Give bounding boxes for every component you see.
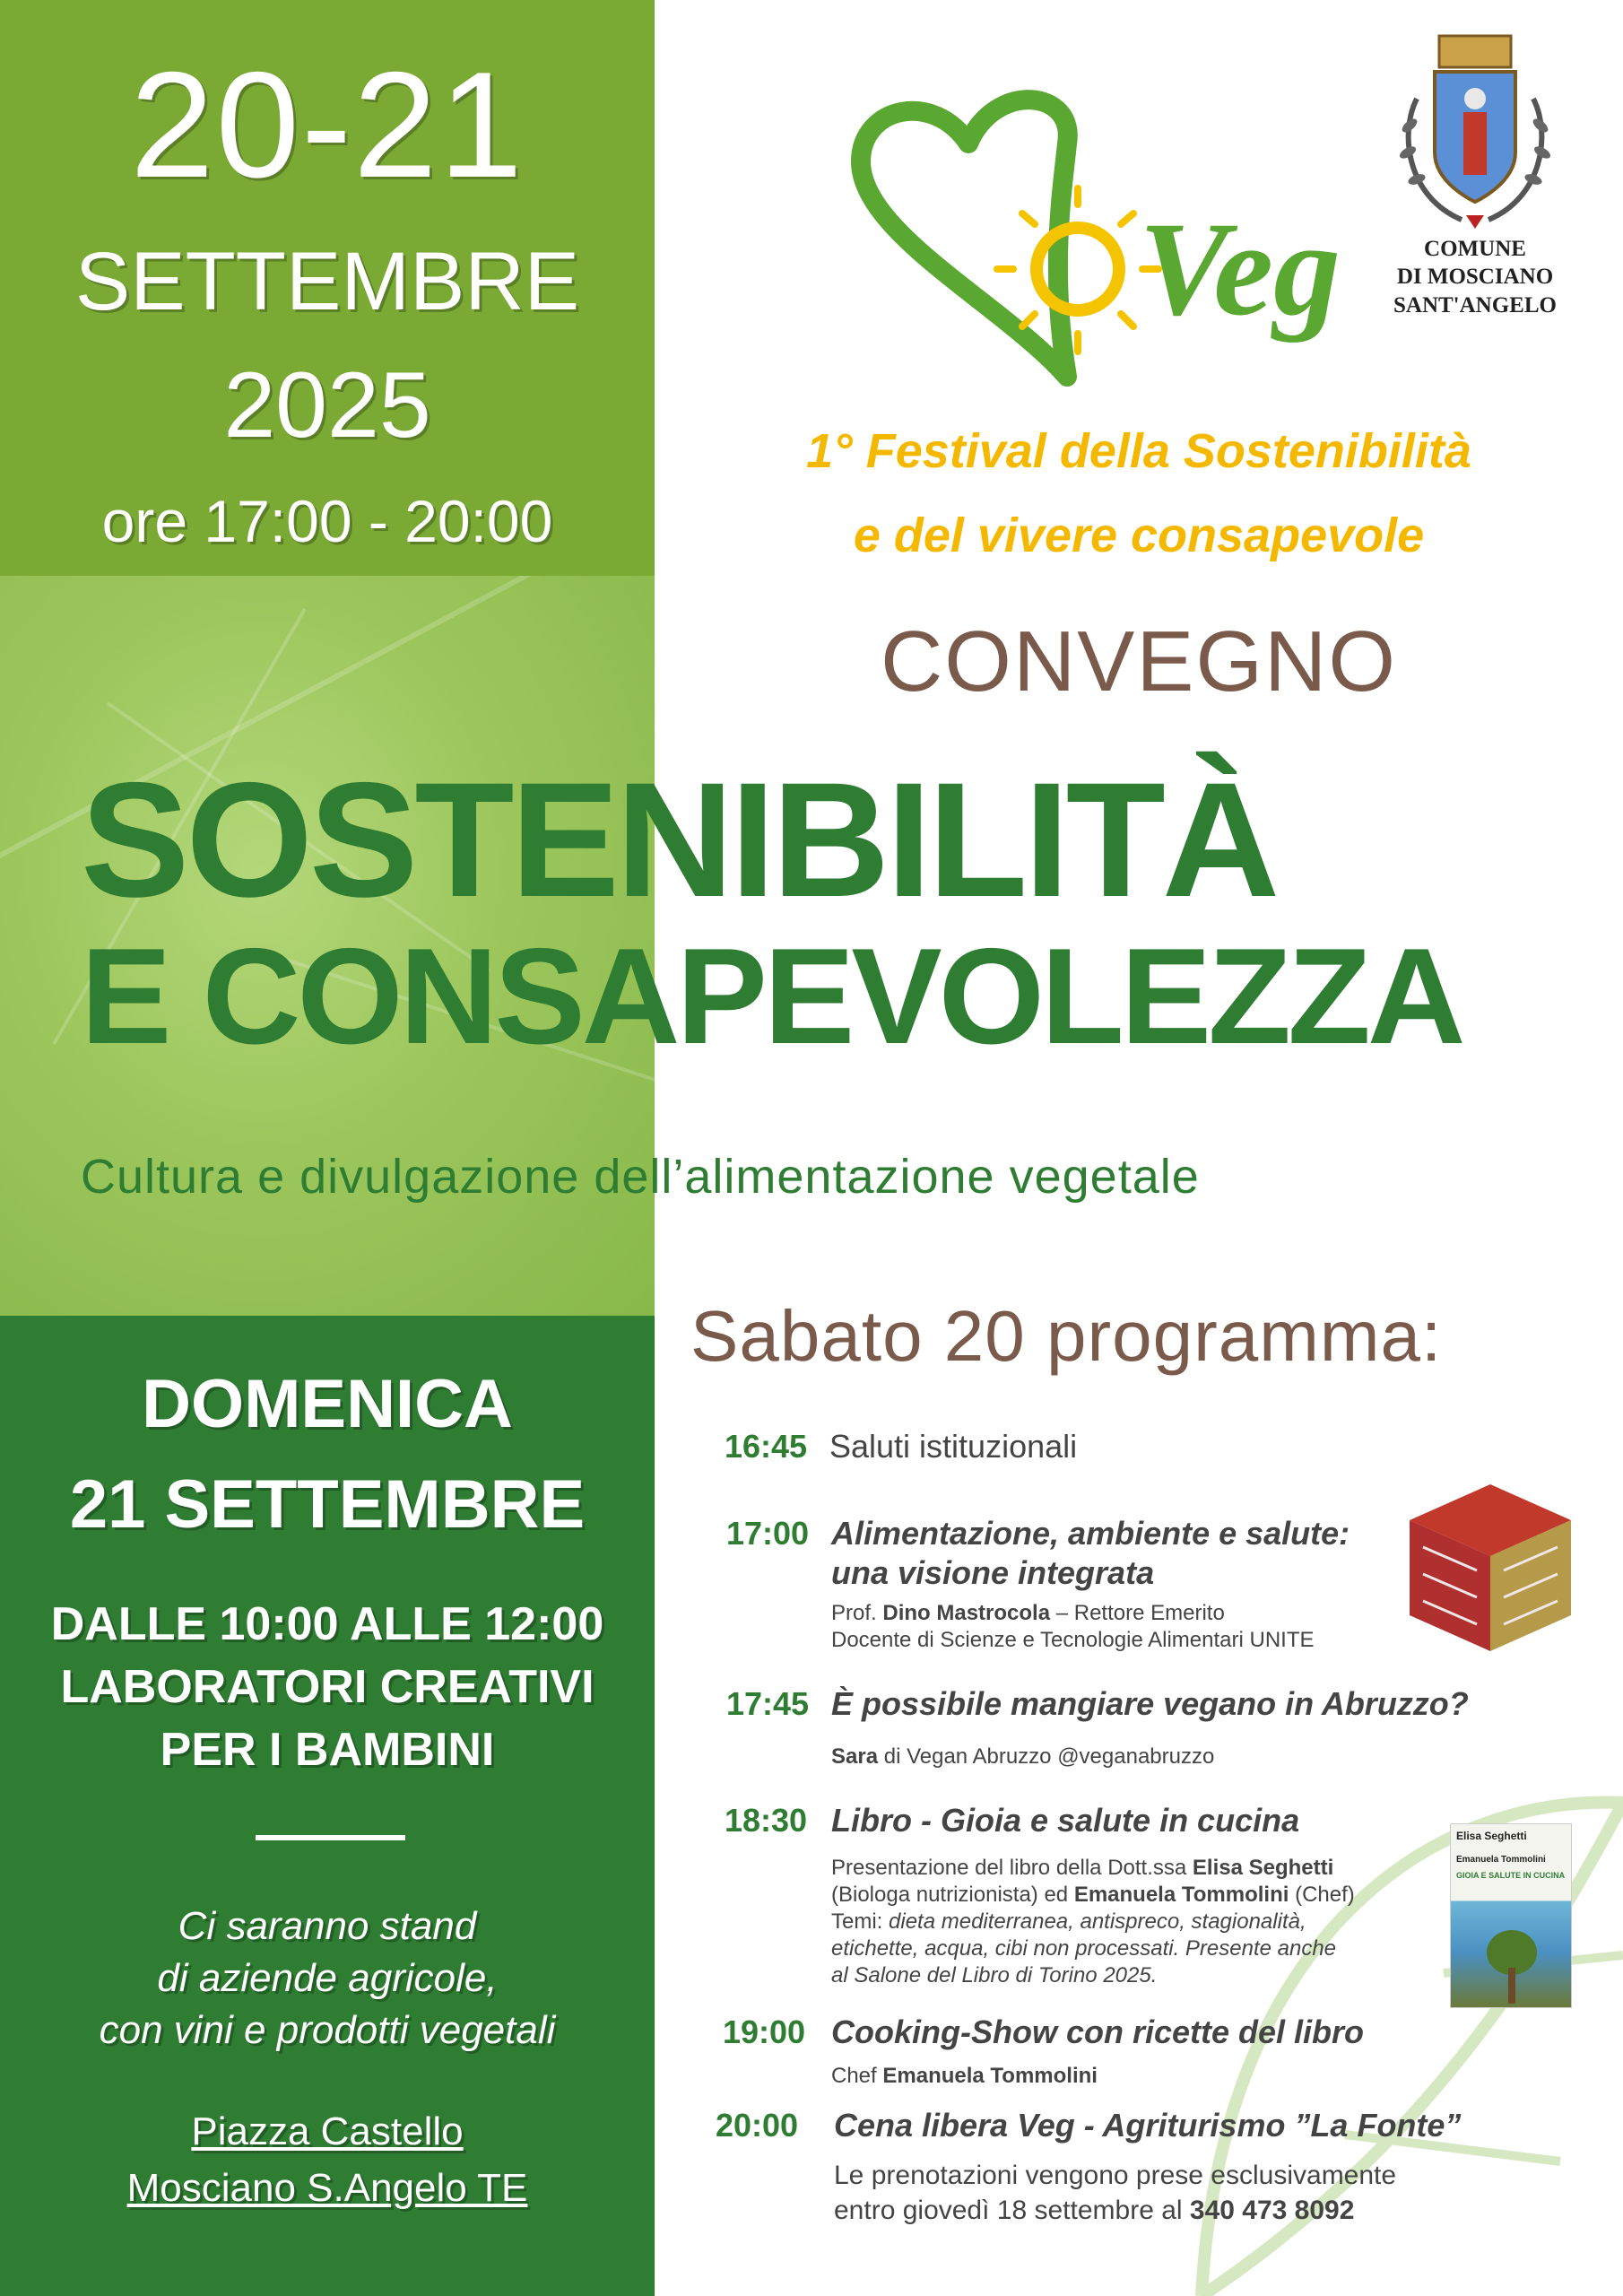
- comune-name: COMUNE DI MOSCIANO SANT'ANGELO: [1393, 237, 1557, 317]
- program-item-title: Cena libera Veg - Agriturismo ”La Fonte”: [834, 2107, 1462, 2144]
- event-hours: ore 17:00 - 20:00: [101, 488, 553, 554]
- festival-line-1: 1° Festival della Sostenibilità: [806, 424, 1471, 478]
- comune-crest-icon: [1390, 27, 1560, 233]
- program-item-title: Libro - Gioia e salute in cucina: [831, 1802, 1300, 1839]
- program-item-title: È possibile mangiare vegano in Abruzzo?: [831, 1685, 1469, 1722]
- lab-audience: PER I BAMBINI: [160, 1724, 495, 1776]
- festival-line-2: e del vivere consapevole: [853, 509, 1425, 562]
- program-time: 20:00: [716, 2107, 799, 2144]
- lab-hours: DALLE 10:00 ALLE 12:00: [50, 1598, 604, 1650]
- program-item-speaker: Prof. Dino Mastrocola – Rettore Emerito Docente di Scienze e Tecnologie Alimentari UNITE: [831, 1601, 1315, 1652]
- program-title: Sabato 20 programma:: [690, 1296, 1443, 1376]
- sunday-day: DOMENICA: [142, 1366, 513, 1442]
- program-item-title: Saluti istituzionali: [829, 1428, 1078, 1465]
- program-item-title: Alimentazione, ambiente e salute: una visione integrata: [831, 1515, 1350, 1591]
- program-time: 17:45: [726, 1685, 810, 1722]
- program-time: 18:30: [725, 1802, 808, 1839]
- event-year: 2025: [223, 353, 431, 457]
- heart-icon: [861, 100, 1068, 377]
- book-cover-image: Elisa Seghetti Emanuela Tommolini GIOIA E SALUTE IN CUCINA: [1450, 1823, 1572, 2008]
- event-month: SETTEMBRE: [74, 236, 580, 327]
- program-item-speaker: Sara di Vegan Abruzzo @veganabruzzo: [831, 1744, 1215, 1769]
- moveg-logo: [843, 90, 1363, 395]
- program-item-speaker: Chef Emanuela Tommolini: [831, 2064, 1098, 2088]
- unite-cube-image: [1410, 1484, 1571, 1651]
- program-time: 19:00: [723, 2013, 806, 2050]
- main-title-line-1: SOSTENIBILITÀ: [81, 748, 1277, 931]
- sunday-date: 21 SETTEMBRE: [69, 1466, 586, 1543]
- program-item-description: Presentazione del libro della Dott.ssa Elisa Seghetti (Biologa nutrizionista) ed Emanuela Tommolini (Chef) Temi: dieta mediterranea, antispreco, stagionalità, etichette, acqua, cibi non processati. Presente anche al Salone del Libro di Torino 2025.: [831, 1856, 1355, 1987]
- program-time: 17:00: [726, 1515, 810, 1552]
- program-item-description: Le prenotazioni vengono prese esclusivamente entro giovedì 18 settembre al 340 473 8092: [834, 2161, 1397, 2225]
- lab-title: LABORATORI CREATIVI: [60, 1661, 595, 1713]
- divider: [256, 1835, 405, 1840]
- convegno-heading: CONVEGNO: [880, 613, 1398, 709]
- program-item-title: Cooking-Show con ricette del libro: [831, 2013, 1365, 2050]
- event-dates: 20-21: [130, 40, 525, 209]
- venue-line-1: Piazza Castello: [191, 2109, 464, 2153]
- main-title-line-2: E CONSAPEVOLEZZA: [81, 920, 1462, 1073]
- tagline: Cultura e divulgazione dell’alimentazione vegetale: [81, 1150, 1200, 1204]
- venue-line-2: Mosciano S.Angelo TE: [126, 2166, 528, 2210]
- stand-line-3: con vini e prodotti vegetali: [99, 2008, 556, 2052]
- program-time: 16:45: [725, 1428, 808, 1465]
- svg-text:Veg: Veg: [1139, 195, 1341, 344]
- stand-line-2: di aziende agricole,: [157, 1956, 498, 2000]
- stand-line-1: Ci saranno stand: [178, 1904, 477, 1948]
